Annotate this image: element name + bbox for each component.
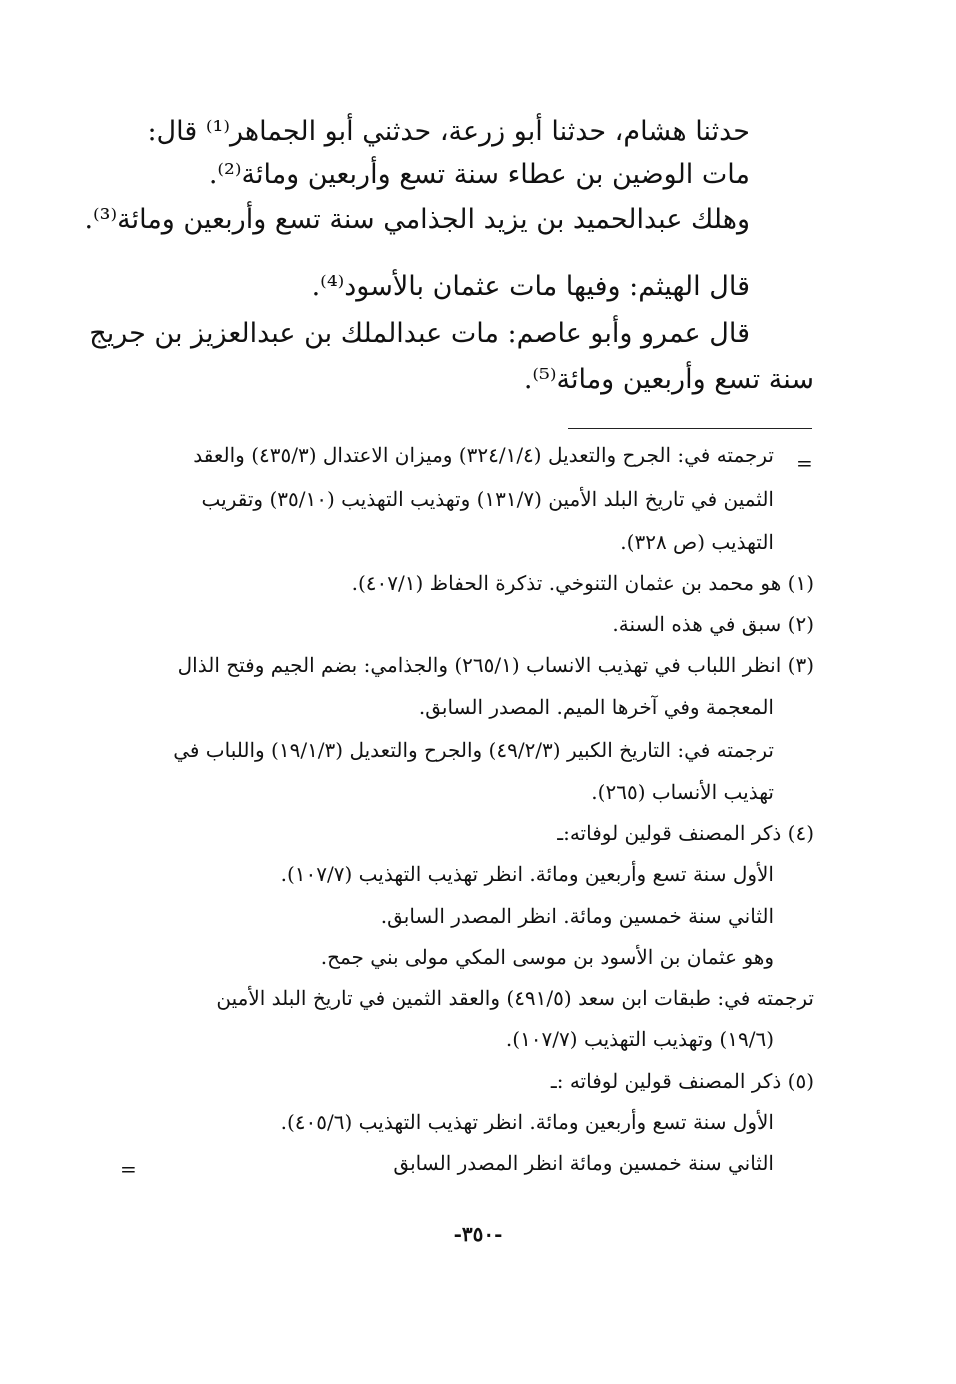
footnote-line: الأول سنة تسع وأربعين ومائة. انظر تهذيب التهذيب (٤٠٥/٦). <box>280 1110 774 1134</box>
main-line-4: قال الهيثم: وفيها مات عثمان بالأسود⁽⁴⁾. <box>311 271 750 302</box>
main-line-6: سنة تسع وأربعين ومائة⁽⁵⁾. <box>523 364 814 395</box>
footnote-line: المعجمة وفي آخرها الميم. المصدر السابق. <box>418 695 774 719</box>
main-line-3: وهلك عبدالحميد بن يزيد الجذامي سنة تسع وأربعين ومائة⁽³⁾. <box>84 204 750 235</box>
footnote-4: (٤) ذكر المصنف قولين لوفاته:ـ <box>557 821 814 845</box>
main-line-2: مات الوضين بن عطاء سنة تسع وأربعين ومائة⁽²⁾. <box>208 159 750 190</box>
footnote-line: ترجمته في: الجرح والتعديل (٣٢٤/١/٤) وميزان الاعتدال (٤٣٥/٣) والعقد <box>193 443 774 467</box>
footnote-1: (١) هو محمد بن عثمان التنوخي. تذكرة الحفاظ (٤٠٧/١). <box>351 571 814 595</box>
footnote-line: الثمين في تاريخ البلد الأمين (١٣١/٧) وتهذيب التهذيب (٣٥/١٠) وتقريب <box>201 487 774 511</box>
footnote-line: وهو عثمان بن الأسود بن موسى المكي مولى بني جمح. <box>320 945 774 969</box>
end-mark: = <box>120 1157 137 1181</box>
footnote-5: (٥) ذكر المصنف قولين لوفاته :ـ <box>550 1069 814 1093</box>
footnote-separator <box>568 428 812 429</box>
footnote-line: الأول سنة تسع وأربعين ومائة. انظر تهذيب التهذيب (١٠٧/٧). <box>280 862 774 886</box>
footnote-line: ترجمته في: التاريخ الكبير (٤٩/٢/٣) والجرح والتعديل (١٩/١/٣) واللباب في <box>173 738 774 762</box>
footnote-line: ترجمته في: طبقات ابن سعد (٤٩١/٥) والعقد الثمين في تاريخ البلد الأمين <box>216 986 814 1010</box>
footnote-2: (٢) سبق في هذه السنة. <box>612 612 814 636</box>
footnote-3: (٣) انظر اللباب في تهذيب الانساب (٢٦٥/١) والجذامي: بضم الجيم وفتح الذال <box>177 653 814 677</box>
footnote-line: الثاني سنة خمسين ومائة انظر المصدر السابق <box>393 1151 774 1175</box>
footnote-line: تهذيب الأنساب (٢٦٥). <box>591 780 774 804</box>
footnote-line: الثاني سنة خمسين ومائة. انظر المصدر السابق. <box>380 904 774 928</box>
footnote-line: (١٩/٦) وتهذيب التهذيب (١٠٧/٧). <box>505 1027 774 1051</box>
footnote-line: التهذيب (ص ٣٢٨). <box>620 530 774 554</box>
main-line-5: قال عمرو وأبو عاصم: مات عبدالملك بن عبدالعزيز بن جريج <box>89 318 750 349</box>
main-line-1: حدثنا هشام، حدثنا أبو زرعة، حدثني أبو الجماهر⁽¹⁾ قال: <box>147 116 750 147</box>
continuation-mark: = <box>796 451 813 475</box>
page-number: -٣٥٠- <box>453 1222 503 1246</box>
